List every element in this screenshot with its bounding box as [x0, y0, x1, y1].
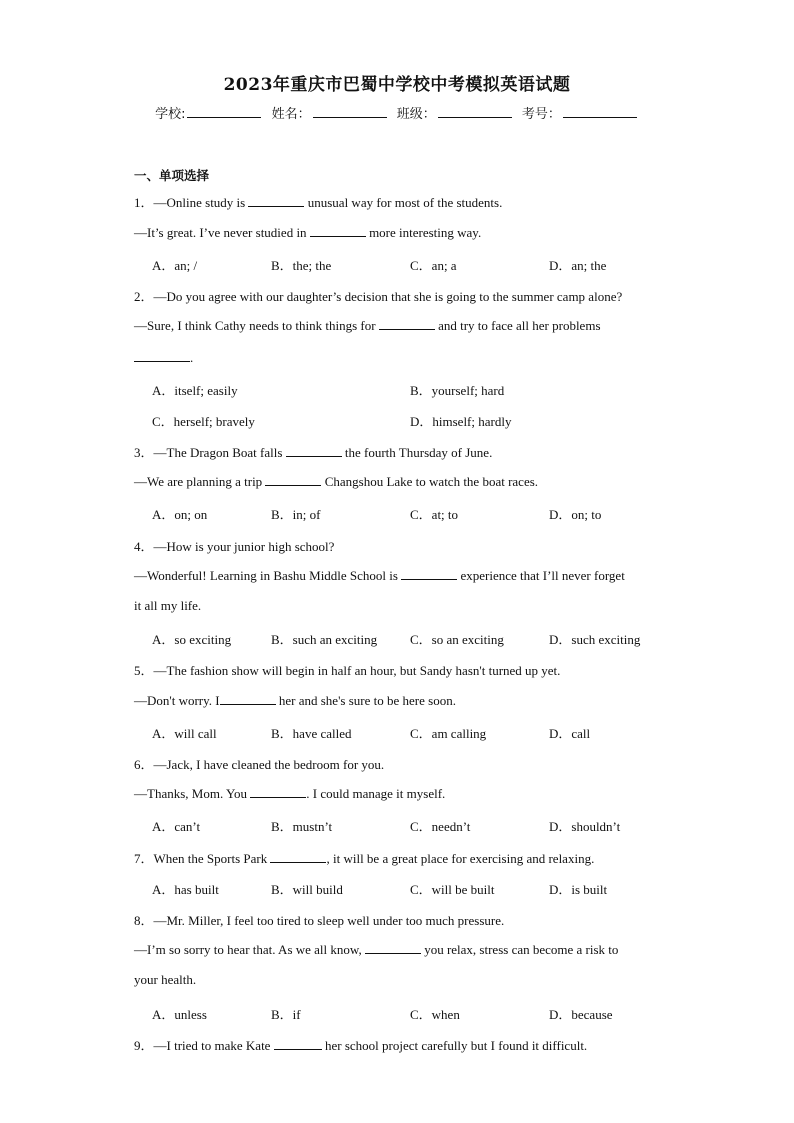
q8-line3: your health. [134, 972, 197, 987]
q1-line1: 1．—Online study is unusual way for most of the students. [134, 195, 503, 210]
page-title: 2023年重庆市巴蜀中学校中考模拟英语试题 [223, 75, 571, 95]
q7-option-d: D．is built [549, 882, 608, 897]
q7-option-a: A．has built [152, 882, 219, 897]
q2-option-b: B．yourself; hard [410, 383, 505, 398]
q6-line1: 6．—Jack, I have cleaned the bedroom for you. [134, 757, 385, 772]
q4-line3: it all my life. [134, 598, 202, 613]
q4-blank1 [401, 567, 457, 580]
q8-option-b: B．if [271, 1007, 301, 1022]
q5-line1: 5．—The fashion show will begin in half an hour, but Sandy hasn't turned up yet. [134, 663, 561, 678]
q3-option-d: D．on; to [549, 507, 602, 522]
q5-blank1 [220, 692, 276, 705]
exam-number-label: 考号： [521, 107, 561, 122]
exam-number-blank [563, 105, 637, 118]
q5-option-a: A．will call [152, 726, 217, 741]
student-info-line [0, 103, 794, 122]
q7-option-c: C．will be built [410, 882, 495, 897]
q2-option-d: D．himself; hardly [410, 414, 512, 429]
q8-line2: —I’m so sorry to hear that. As we all know, you relax, stress can become a risk to [134, 942, 619, 957]
q4-option-c: C．so an exciting [410, 632, 504, 647]
q3-blank1 [286, 444, 342, 457]
q1-blank1 [248, 194, 304, 207]
q5-line2: —Don't worry. I her and she's sure to be here soon. [134, 693, 456, 708]
q6-blank1 [250, 785, 306, 798]
q7-option-b: B．will build [271, 882, 343, 897]
q1-option-b: B．the; the [271, 258, 332, 273]
q3-option-c: C．at; to [410, 507, 459, 522]
q5-option-b: B．have called [271, 726, 352, 741]
q8-option-a: A．unless [152, 1007, 207, 1022]
q1-line2: —It’s great. I’ve never studied in more interesting way. [134, 225, 482, 240]
q3-line1: 3．—The Dragon Boat falls the fourth Thursday of June. [134, 445, 493, 460]
q1-option-d: D．an; the [549, 258, 607, 273]
q1-option-c: C．an; a [410, 258, 457, 273]
q6-line2: —Thanks, Mom. You . I could manage it myself. [134, 786, 446, 801]
q4-line1: 4．—How is your junior high school? [134, 539, 335, 554]
q9-blank1 [274, 1037, 322, 1050]
q6-option-a: A．can’t [152, 819, 201, 834]
q2-line2: —Sure, I think Cathy needs to think things for and try to face all her problems [134, 318, 601, 333]
q4-line2: —Wonderful! Learning in Bashu Middle School is experience that I’ll never forget [134, 568, 625, 583]
name-label: 姓名： [271, 107, 311, 122]
q6-option-b: B．mustn’t [271, 819, 333, 834]
section-heading: 一、单项选择 [134, 168, 210, 183]
q1-option-a: A．an; / [152, 258, 198, 273]
class-blank [438, 105, 512, 118]
class-label: 班级： [396, 107, 436, 122]
q4-option-a: A．so exciting [152, 632, 232, 647]
q2-option-a: A．itself; easily [152, 383, 238, 398]
q4-option-b: B．such an exciting [271, 632, 378, 647]
q6-option-d: D．shouldn’t [549, 819, 621, 834]
q5-option-c: C．am calling [410, 726, 487, 741]
q8-blank1 [365, 941, 421, 954]
q8-option-d: D．because [549, 1007, 613, 1022]
q2-line1: 2．—Do you agree with our daughter’s decision that she is going to the summer camp alone? [134, 289, 623, 304]
q4-option-d: D．such exciting [549, 632, 641, 647]
q2-line3: . [134, 349, 193, 366]
q8-option-c: C．when [410, 1007, 460, 1022]
q1-blank2 [310, 224, 366, 237]
q7-line1: 7．When the Sports Park , it will be a great place for exercising and relaxing. [134, 851, 595, 866]
school-blank [187, 105, 261, 118]
school-label: 学校: [155, 107, 186, 122]
q2-blank1 [379, 317, 435, 330]
q3-option-a: A．on; on [152, 507, 208, 522]
q2-option-c: C．herself; bravely [152, 414, 255, 429]
q3-blank2 [265, 473, 321, 486]
q7-blank1 [270, 850, 326, 863]
q8-line1: 8．—Mr. Miller, I feel too tired to sleep well under too much pressure. [134, 913, 505, 928]
q6-option-c: C．needn’t [410, 819, 471, 834]
q3-option-b: B．in; of [271, 507, 321, 522]
name-blank [313, 105, 387, 118]
q5-option-d: D．call [549, 726, 591, 741]
q2-blank2 [134, 349, 190, 362]
q9-line1: 9．—I tried to make Kate her school project carefully but I found it difficult. [134, 1038, 588, 1053]
q3-line2: —We are planning a trip Changshou Lake to watch the boat races. [134, 474, 539, 489]
